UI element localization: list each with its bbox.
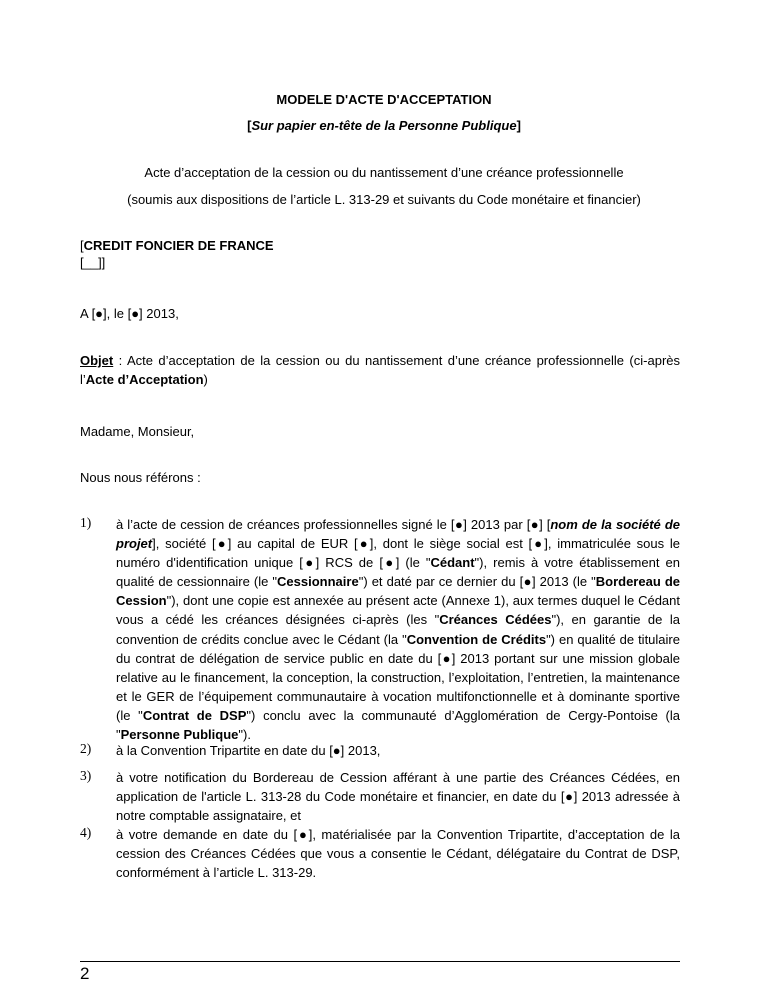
recipient-placeholder: [__]] bbox=[80, 255, 106, 270]
text-run: ") en qualité de titulaire du contrat de délégation de service public en date du [●] 2013 portant sur une mission globale relative au le financement, la conception, la construction, l’exploitation, l’entretien, la maintenance et le GER de l’équipement communautaire à vocation multifonctionnelle et à dominante sportive (le " bbox=[116, 631, 680, 723]
recipient-name: [CREDIT FONCIER DE FRANCE bbox=[80, 238, 274, 253]
text-run: "). bbox=[238, 727, 251, 743]
defined-term: Contrat de DSP bbox=[142, 707, 247, 723]
list-item-number: 4) bbox=[80, 825, 92, 840]
defined-term: Créances Cédées bbox=[439, 612, 552, 628]
document-title: MODELE D'ACTE D'ACCEPTATION bbox=[276, 92, 492, 107]
reference-intro: Nous nous référons : bbox=[80, 470, 201, 485]
list-item-text bbox=[116, 515, 680, 744]
salutation: Madame, Monsieur, bbox=[80, 424, 195, 439]
list-item-number: 2) bbox=[80, 741, 92, 756]
text-run: à la Convention Tripartite en date du [●] 2013, bbox=[116, 743, 381, 758]
list-item-text bbox=[116, 768, 680, 825]
defined-term: nom de la société de projet bbox=[116, 517, 680, 552]
defined-term: Cédant bbox=[430, 555, 475, 571]
recipient-block bbox=[80, 237, 274, 271]
letterhead-note: Sur papier en-tête de la Personne Publique bbox=[251, 118, 517, 133]
text-run: à l’acte de cession de créances professionnelles signé le [●] 2013 par [●] [ bbox=[116, 517, 551, 532]
page-number: 2 bbox=[80, 964, 90, 983]
defined-term: Personne Publique bbox=[120, 727, 239, 743]
list-item-number: 1) bbox=[80, 515, 92, 530]
defined-term: Cessionnaire bbox=[277, 574, 359, 590]
text-run: ], société [●] au capital de EUR [●], dont le siège social est [●], immatriculée sous le numéro d'identification unique [●] RCS de [●] (le " bbox=[116, 536, 680, 571]
place-date: A [●], le [●] 2013, bbox=[80, 306, 179, 321]
defined-term: Bordereau de Cession bbox=[116, 574, 680, 609]
text-run: ") conclu avec la communauté d’Agglomération de Cergy-Pontoise (la " bbox=[116, 707, 680, 743]
intro-line-1: Acte d’acceptation de la cession ou du nantissement d’une créance professionnelle bbox=[144, 165, 624, 180]
text-run: à votre demande en date du [●], matérialisée par la Convention Tripartite, d’acceptation de la cession des Créances Cédées que vous a consentie le Cédant, délégataire du Contrat de DSP, conformément à l’article L. 313-29. bbox=[116, 827, 680, 881]
objet-paragraph: Objet : Acte d’acceptation de la cession ou du nantissement d’une créance professionnelle (ci-après l’Acte d’Acceptation) bbox=[80, 353, 680, 387]
list-item-number: 3) bbox=[80, 768, 92, 783]
text-run: ") et daté par ce dernier du [●] 2013 (le " bbox=[358, 574, 596, 590]
text-run: "), remis à votre établissement en qualité de cessionnaire (le " bbox=[116, 555, 680, 590]
footer-rule bbox=[80, 961, 680, 962]
objet-label: Objet bbox=[80, 353, 114, 368]
document-subtitle: [Sur papier en-tête de la Personne Publique] bbox=[247, 118, 521, 133]
list-item-text bbox=[116, 741, 680, 760]
text-run: "), dont une copie est annexée au présent acte (Annexe 1), aux termes duquel le Cédant vous a cédé les créances désignées ci-après (les " bbox=[116, 593, 680, 628]
text-run: "), en garantie de la convention de crédits conclue avec le Cédant (la " bbox=[116, 612, 680, 647]
text-run: à votre notification du Bordereau de Cession afférant à une partie des Créances Cédées, en application de l'article L. 313-28 du Code monétaire et financier, en date du [●] 2013 adressée à notre comptable assignataire, et bbox=[116, 770, 680, 824]
intro-line-2: (soumis aux dispositions de l’article L. 313-29 et suivants du Code monétaire et financier) bbox=[127, 192, 641, 207]
list-item-text bbox=[116, 825, 680, 882]
defined-term: Convention de Crédits bbox=[406, 631, 547, 647]
